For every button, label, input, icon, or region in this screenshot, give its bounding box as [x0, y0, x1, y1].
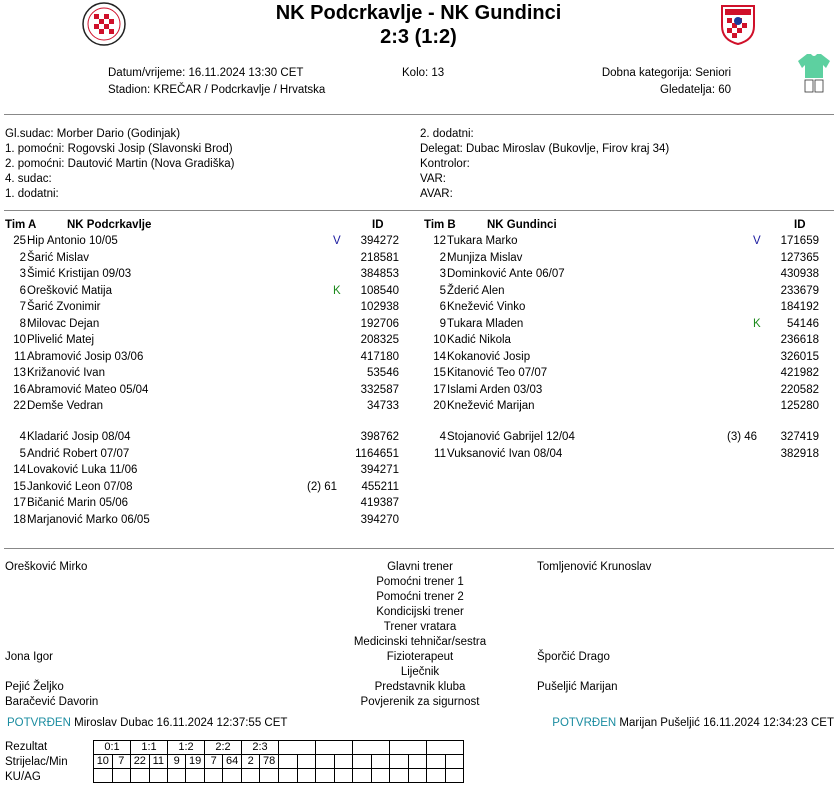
team-b-name: NK Gundinci [487, 219, 557, 231]
score-cell: 2:3 [242, 741, 279, 755]
team-a-id-header: ID [372, 219, 384, 231]
player-name: Šarić Zvonimir [27, 301, 101, 313]
scorer-cell: 22 [131, 755, 150, 769]
team-b-id-header: ID [794, 219, 806, 231]
player-name: Križanović Ivan [27, 367, 105, 379]
player-number: 8 [19, 317, 26, 330]
kuag-cell [334, 769, 353, 783]
scorer-cell: 10 [94, 755, 113, 769]
score-cell [279, 741, 316, 755]
player-name: Tukara Marko [447, 235, 518, 247]
player-number: 11 [434, 447, 446, 460]
match-stadium: Stadion: KREČAR / Podcrkavlje / Hrvatska [108, 84, 326, 96]
kuag-cell [186, 769, 205, 783]
player-number: 16 [13, 383, 26, 396]
player-number: 6 [19, 284, 26, 297]
player-id: 394270 [360, 513, 399, 526]
player-name: Marjanović Marko 06/05 [27, 513, 150, 526]
player-id: 327419 [780, 431, 819, 443]
player-id: 208325 [360, 334, 399, 346]
scorer-cell [334, 755, 353, 769]
player-id: 108540 [360, 284, 399, 297]
shirt-icon [797, 52, 831, 96]
kuag-cell [297, 769, 316, 783]
kuag-cell [390, 769, 409, 783]
kuag-cell [131, 769, 150, 783]
player-number: 12 [433, 235, 446, 247]
staff-role: Medicinski tehničar/sestra [353, 636, 487, 648]
kuag-cell [316, 769, 335, 783]
scorer-cell [445, 755, 464, 769]
result-table [93, 740, 464, 783]
player-number: 3 [19, 268, 26, 280]
player-number: 10 [13, 334, 26, 346]
team-b-label: Tim B [424, 219, 456, 231]
player-id: 417180 [360, 350, 399, 363]
player-name: Abramović Josip 03/06 [27, 350, 144, 363]
official-line: Delegat: Dubac Miroslav (Bukovlje, Firov kraj 34) [420, 143, 670, 155]
score-cell: 2:2 [205, 741, 242, 755]
player-id: 421982 [780, 367, 819, 379]
staff-home-name: Jona Igor [5, 651, 53, 663]
player-role-mark: K [333, 284, 341, 297]
official-line: Gl.sudac: Morber Dario (Godinjak) [5, 128, 181, 140]
official-line: 2. pomoćni: Dautović Martin (Nova Gradiška) [5, 158, 235, 170]
staff-role: Povjerenik za sigurnost [360, 696, 480, 708]
result-row [94, 741, 464, 755]
official-line: 1. dodatni: [5, 188, 59, 200]
player-id: 192706 [360, 317, 399, 330]
player-number: 9 [439, 317, 446, 330]
player-number: 15 [433, 367, 446, 379]
player-number: 10 [433, 334, 446, 346]
staff-role: Glavni trener [387, 561, 453, 573]
score-cell: 1:2 [168, 741, 205, 755]
player-id: 184192 [780, 301, 819, 313]
player-number: 15 [13, 480, 26, 493]
official-line: 1. pomoćni: Rogovski Josip (Slavonski Brod) [5, 143, 233, 155]
score-cell: 0:1 [94, 741, 131, 755]
player-id: 236618 [780, 334, 819, 346]
scorer-label: Strijelac/Min [5, 756, 68, 768]
player-number: 25 [13, 235, 26, 247]
kuag-cell [149, 769, 167, 783]
kuag-cell [94, 769, 113, 783]
player-number: 4 [439, 431, 446, 443]
staff-role: Liječnik [400, 666, 440, 678]
player-name: Stojanović Gabrijel 12/04 [447, 431, 575, 443]
player-id: 233679 [780, 284, 819, 297]
scorer-cell [427, 755, 446, 769]
scorer-cell [353, 755, 372, 769]
staff-home-name: Baračević Davorin [5, 696, 99, 708]
player-id: 394272 [360, 235, 399, 247]
player-id: 398762 [360, 431, 399, 443]
kuag-cell [353, 769, 372, 783]
scorer-cell [371, 755, 390, 769]
player-name: Dominković Ante 06/07 [447, 268, 565, 280]
player-id: 394271 [360, 464, 399, 476]
official-line: VAR: [420, 173, 446, 185]
match-spectators: Gledatelja: 60 [660, 84, 731, 96]
staff-role: Fizioterapeut [386, 651, 454, 663]
player-name: Islami Arden 03/03 [447, 383, 543, 396]
staff-role: Trener vratara [383, 621, 457, 633]
player-name: Šimić Kristijan 09/03 [27, 268, 132, 280]
staff-home-name: Orešković Mirko [5, 561, 88, 573]
kuag-cell [205, 769, 223, 783]
match-title: NK Podcrkavlje - NK Gundinci [275, 2, 562, 24]
player-name: Andrić Robert 07/07 [27, 447, 130, 460]
player-id: 220582 [780, 383, 819, 396]
player-id: 1164651 [355, 447, 399, 460]
player-number: 13 [13, 367, 26, 379]
player-number: 17 [13, 497, 26, 509]
score-cell [353, 741, 390, 755]
score-cell [427, 741, 464, 755]
scorer-cell: 11 [149, 755, 167, 769]
scorer-cell: 7 [112, 755, 130, 769]
player-number: 2 [19, 251, 26, 264]
confirm-text: Miroslav Dubac 16.11.2024 12:37:55 CET [74, 717, 288, 729]
player-id: 53546 [367, 367, 399, 379]
player-name: Janković Leon 07/08 [27, 480, 133, 493]
player-name: Knežević Marijan [447, 400, 535, 412]
result-row [94, 755, 464, 769]
player-role-mark: V [753, 235, 761, 247]
player-number: 17 [433, 383, 446, 396]
kuag-cell [242, 769, 260, 783]
confirm-text: Marijan Pušeljić 16.11.2024 12:34:23 CET [619, 717, 834, 729]
player-name: Kladarić Josip 08/04 [27, 431, 131, 443]
player-number: 5 [19, 447, 26, 460]
player-name: Knežević Vinko [447, 301, 526, 313]
player-name: Milovac Dejan [27, 317, 100, 330]
player-id: 382918 [780, 447, 819, 460]
player-name: Demše Vedran [27, 400, 104, 412]
player-number: 20 [433, 400, 446, 412]
player-id: 102938 [360, 301, 399, 313]
scorer-cell: 64 [223, 755, 242, 769]
scorer-cell: 78 [260, 755, 279, 769]
player-number: 14 [13, 464, 26, 476]
player-name: Plivelić Matej [27, 334, 95, 346]
official-line: AVAR: [420, 188, 453, 200]
staff-role: Predstavnik kluba [374, 681, 466, 693]
scorer-cell [279, 755, 298, 769]
player-id: 54146 [787, 317, 819, 330]
scorer-cell: 19 [186, 755, 205, 769]
confirm-left [7, 717, 287, 729]
player-name: Kokanović Josip [447, 350, 531, 363]
scorer-cell: 7 [205, 755, 223, 769]
team-a-label: Tim A [5, 219, 37, 231]
scorer-cell [316, 755, 335, 769]
player-name: Tukara Mladen [447, 317, 524, 330]
player-number: 18 [13, 513, 26, 526]
scorer-cell [297, 755, 316, 769]
player-role-mark: V [333, 235, 341, 247]
player-number: 4 [19, 431, 26, 443]
staff-away-name: Šporčić Drago [537, 651, 610, 663]
kuag-cell [260, 769, 279, 783]
player-id: 455211 [361, 480, 399, 493]
player-id: 171659 [780, 235, 819, 247]
player-name: Bičanić Marin 05/06 [27, 497, 128, 509]
player-id: 326015 [780, 350, 819, 363]
match-category: Dobna kategorija: Seniori [601, 67, 731, 79]
player-number: 22 [13, 400, 26, 412]
scorer-cell [408, 755, 427, 769]
player-name: Žderić Alen [447, 284, 505, 297]
player-number: 2 [439, 251, 446, 264]
player-id: 384853 [360, 268, 399, 280]
kuag-cell [168, 769, 186, 783]
kuag-cell [112, 769, 130, 783]
confirm-right [552, 717, 834, 729]
kuag-cell [279, 769, 298, 783]
player-id: 125280 [780, 400, 819, 412]
kuag-cell [445, 769, 464, 783]
scorer-cell: 2 [242, 755, 260, 769]
confirm-status: POTVRĐEN [7, 717, 71, 729]
official-line: 2. dodatni: [420, 128, 474, 140]
scorer-cell [390, 755, 409, 769]
player-id: 218581 [360, 251, 399, 264]
divider [4, 210, 834, 211]
score-cell: 1:1 [131, 741, 168, 755]
player-number: 5 [439, 284, 446, 297]
player-name: Abramović Mateo 05/04 [27, 383, 149, 396]
kuag-cell [223, 769, 242, 783]
player-sub-info: (3) 46 [727, 431, 758, 443]
player-number: 3 [439, 268, 446, 280]
player-id: 34733 [367, 400, 399, 412]
player-id: 430938 [780, 268, 819, 280]
player-name: Orešković Matija [27, 284, 112, 297]
result-label: Rezultat [5, 741, 48, 753]
team-a-name: NK Podcrkavlje [67, 219, 152, 231]
confirm-status: POTVRĐEN [552, 717, 617, 729]
match-score: 2:3 (1:2) [380, 26, 457, 48]
staff-away-name: Pušeljić Marijan [537, 681, 618, 693]
player-name: Hip Antonio 10/05 [27, 235, 118, 247]
match-date: Datum/vrijeme: 16.11.2024 13:30 CET [108, 67, 304, 79]
staff-role: Kondicijski trener [376, 606, 464, 618]
kuag-label: KU/AG [5, 771, 41, 783]
player-name: Šarić Mislav [27, 251, 89, 264]
staff-away-name: Tomljenović Krunoslav [537, 561, 652, 573]
official-line: 4. sudac: [5, 173, 52, 185]
player-id: 332587 [360, 383, 399, 396]
player-number: 14 [433, 350, 446, 363]
player-name: Lovaković Luka 11/06 [27, 464, 138, 476]
divider [4, 548, 834, 549]
player-id: 419387 [360, 497, 399, 509]
score-cell [390, 741, 427, 755]
player-id: 127365 [780, 251, 819, 264]
match-round: Kolo: 13 [402, 67, 445, 79]
kuag-cell [427, 769, 446, 783]
player-sub-info: (2) 61 [307, 480, 338, 493]
divider [4, 114, 834, 115]
home-club-logo-icon [82, 2, 126, 46]
score-cell [316, 741, 353, 755]
scorer-cell: 9 [168, 755, 186, 769]
player-name: Kitanović Teo 07/07 [447, 367, 548, 379]
player-number: 6 [439, 301, 446, 313]
result-row [94, 769, 464, 783]
player-number: 7 [19, 301, 26, 313]
kuag-cell [408, 769, 427, 783]
official-line: Kontrolor: [420, 158, 470, 170]
staff-home-name: Pejić Željko [5, 681, 64, 693]
staff-role: Pomoćni trener 1 [376, 576, 464, 588]
staff-role: Pomoćni trener 2 [376, 591, 464, 603]
kuag-cell [371, 769, 390, 783]
player-name: Vuksanović Ivan 08/04 [447, 447, 563, 460]
away-club-logo-icon [718, 2, 758, 46]
player-number: 11 [14, 350, 26, 363]
player-name: Munjiza Mislav [447, 251, 523, 264]
player-role-mark: K [753, 317, 761, 330]
player-name: Kadić Nikola [447, 334, 511, 346]
